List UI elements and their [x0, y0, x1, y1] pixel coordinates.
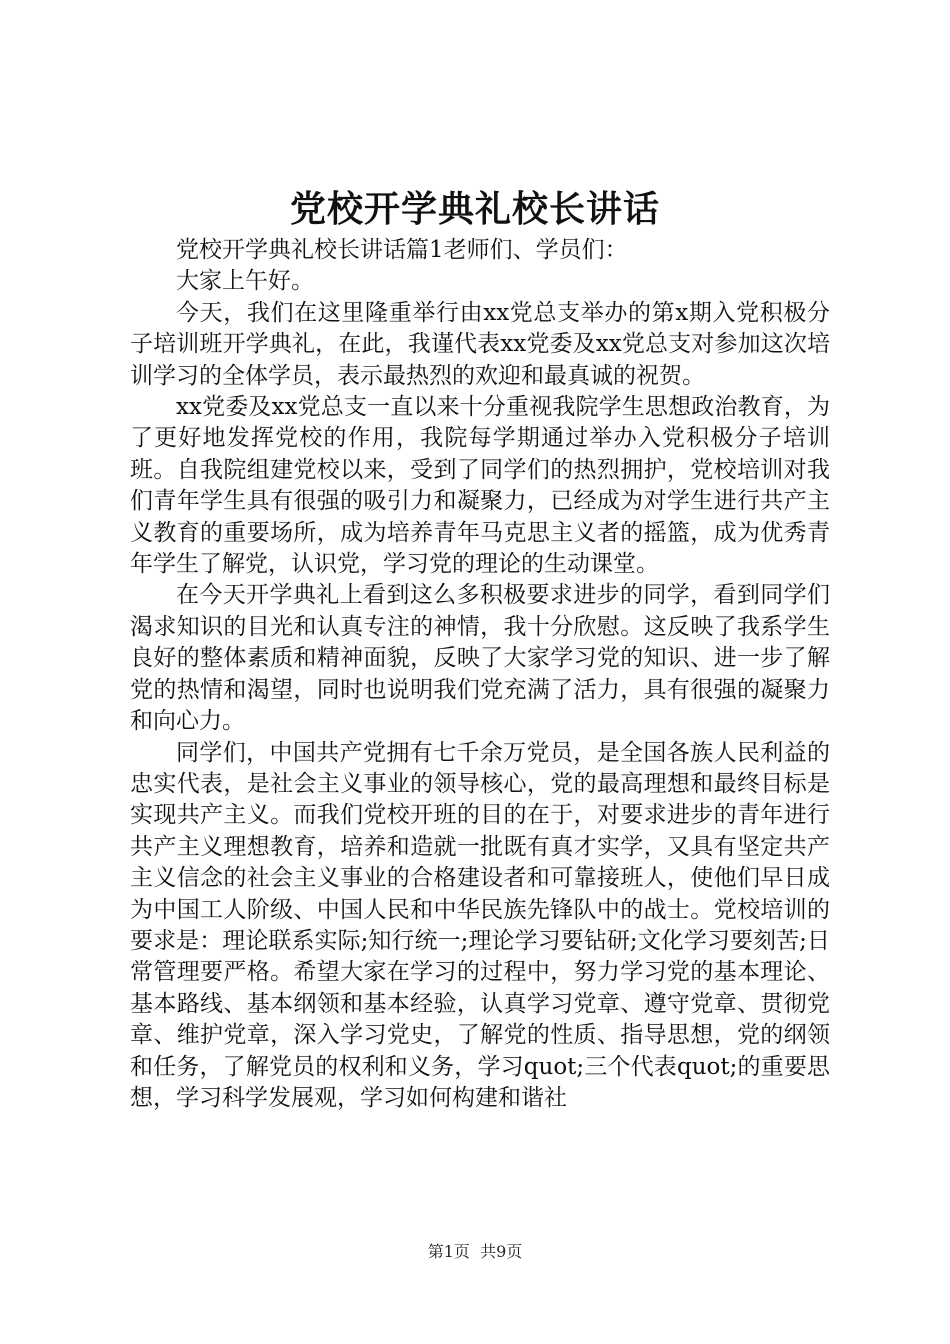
page-footer	[0, 1242, 950, 1262]
page-number: 第1页	[427, 1242, 470, 1261]
paragraph: 大家上午好。	[176, 268, 314, 295]
paragraph: 同学们，中国共产党拥有七千余万党员，是全国各族人民利益的忠实代表，是社会主义事业的领导核心，党的最高理想和最终目标是实现共产主义。而我们党校开班的目的在于，对要求进步的青年进行共产主义理想教育，培养和造就一批既有真才实学，又具有坚定共产主义信念的社会主义事业的合格建设者和可靠接班人，使他们早日成为中国工人阶级、中国人民和中华民族先锋队中的战士。党校培训的要求是：理论联系实际;知行统一;理论学习要钻研;文化学习要刻苦;日常管理要严格。希望大家在学习的过程中，努力学习党的基本理论、基本路线、基本纲领和基本经验，认真学习党章、遵守党章、贯彻党章、维护党章，深入学习党史，了解党的性质、指导思想，党的纲领和任务，了解党员的权利和义务，学习quot;三个代表quot;的重要思想，学习科学发展观，学习如何构建和谐社	[130, 739, 830, 1111]
paragraph: 今天，我们在这里隆重举行由xx党总支举办的第x期入党积极分子培训班开学典礼，在此，我谨代表xx党委及xx党总支对参加这次培训学习的全体学员，表示最热烈的欢迎和最真诚的祝贺。	[130, 299, 830, 389]
document-title: 党校开学典礼校长讲话	[289, 188, 660, 230]
document-body	[130, 235, 830, 1114]
page-total: 共9页	[480, 1242, 523, 1261]
paragraph: 在今天开学典礼上看到这么多积极要求进步的同学，看到同学们渴求知识的目光和认真专注的神情，我十分欣慰。这反映了我系学生良好的整体素质和精神面貌，反映了大家学习党的知识、进一步了解党的热情和渴望，同时也说明我们党充满了活力，具有很强的凝聚力和向心力。	[130, 582, 830, 735]
paragraph: xx党委及xx党总支一直以来十分重视我院学生思想政治教育，为了更好地发挥党校的作用，我院每学期通过举办入党积极分子培训班。自我院组建党校以来，受到了同学们的热烈拥护，党校培训对我们青年学生具有很强的吸引力和凝聚力，已经成为对学生进行共产主义教育的重要场所，成为培养青年马克思主义者的摇篮，成为优秀青年学生了解党，认识党，学习党的理论的生动课堂。	[130, 394, 830, 578]
paragraph: 党校开学典礼校长讲话篇1老师们、学员们：	[176, 237, 628, 263]
